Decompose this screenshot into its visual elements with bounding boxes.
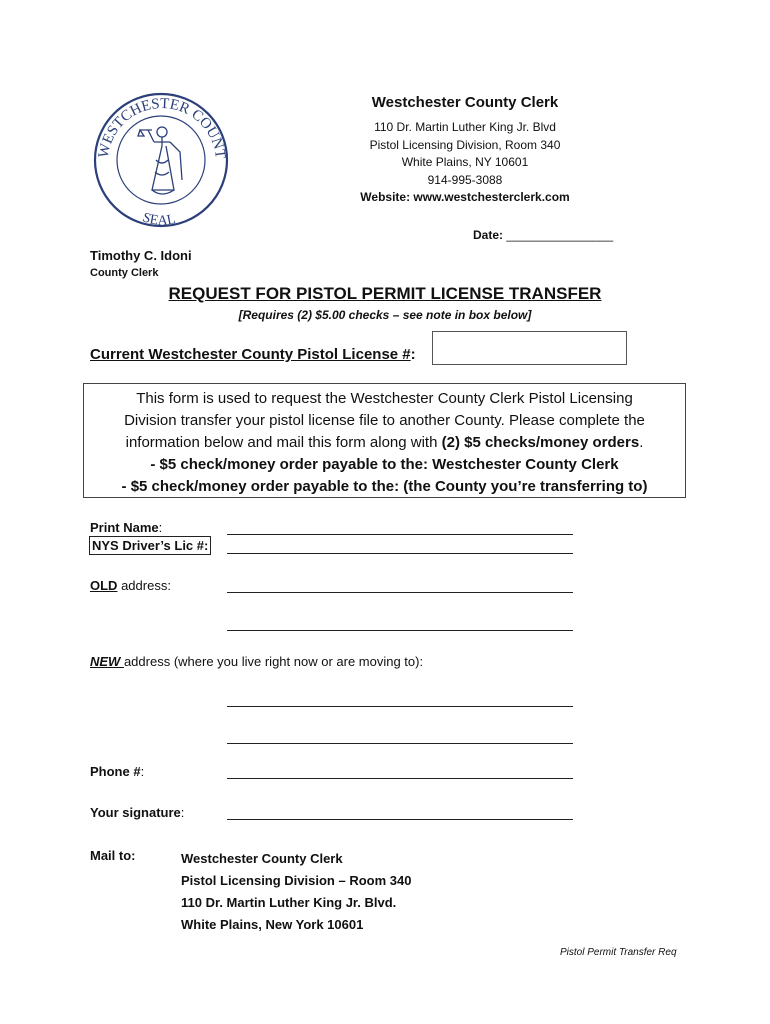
date-field[interactable] [473, 228, 613, 242]
address-line-2: Pistol Licensing Division, Room 340 [369, 137, 561, 152]
form-footer: Pistol Permit Transfer Req [560, 947, 677, 958]
notice-line-1: This form is used to request the Westchester County Clerk Pistol Licensing [136, 390, 633, 407]
new-address-label: NEW address (where you live right now or are moving to): [90, 654, 424, 669]
print-name-label: Print Name: [90, 520, 163, 535]
license-number-input[interactable] [432, 331, 627, 365]
instructions-box [83, 383, 686, 498]
old-address-line-1[interactable] [227, 592, 573, 593]
seal-graphic [90, 90, 232, 230]
county-seal [90, 90, 232, 230]
phone-label: Phone #: [90, 764, 145, 779]
new-address-line-1[interactable] [227, 706, 573, 707]
clerk-name: Timothy C. Idoni [90, 248, 192, 263]
old-address-line-2[interactable] [227, 630, 573, 631]
signature-line[interactable] [227, 819, 573, 820]
date-label: Date: [473, 228, 504, 242]
seal-bottom-text: SEAL [140, 210, 177, 229]
notice-line-4: - $5 check/money order payable to the: Westchester County Clerk [150, 456, 619, 473]
phone-line: 914-995-3088 [427, 172, 503, 187]
old-address-label: OLD address: [90, 578, 171, 593]
clerk-header [300, 94, 630, 207]
justice-figure [138, 127, 182, 194]
notice-line-5: - $5 check/money order payable to the: (the County you’re transferring to) [121, 478, 648, 495]
signature-label: Your signature: [90, 805, 185, 820]
form-subtitle: [Requires (2) $5.00 checks – see note in box below] [238, 308, 532, 322]
mailing-address [181, 848, 411, 936]
form-title: REQUEST FOR PISTOL PERMIT LICENSE TRANSFER [168, 284, 602, 303]
date-blank[interactable]: ________________ [506, 228, 614, 242]
notice-line-2: Division transfer your pistol license file to another County. Please complete the [124, 412, 645, 429]
org-name: Westchester County Clerk [371, 94, 559, 111]
new-address-line-2[interactable] [227, 743, 573, 744]
mail-line-1: Westchester County Clerk [181, 851, 343, 866]
mail-to-label: Mail to: [90, 848, 136, 863]
license-number-label: Current Westchester County Pistol License #: [90, 346, 416, 363]
clerk-title: County Clerk [90, 267, 159, 279]
mail-line-2: Pistol Licensing Division – Room 340 [181, 873, 412, 888]
address-line-1: 110 Dr. Martin Luther King Jr. Blvd [374, 120, 556, 134]
mail-line-3: 110 Dr. Martin Luther King Jr. Blvd. [181, 895, 397, 910]
drivers-license-line[interactable] [227, 553, 573, 554]
notice-line-3: information below and mail this form along with (2) $5 checks/money orders. [125, 434, 644, 451]
seal-top-text: WESTCHESTER COUNT [95, 95, 229, 160]
print-name-line[interactable] [227, 534, 573, 535]
website-line: Website: www.westchesterclerk.com [360, 190, 570, 204]
drivers-license-label: NYS Driver’s Lic #: [89, 538, 211, 553]
mail-line-4: White Plains, New York 10601 [181, 917, 364, 932]
phone-line[interactable] [227, 778, 573, 779]
city-line: White Plains, NY 10601 [401, 155, 529, 169]
